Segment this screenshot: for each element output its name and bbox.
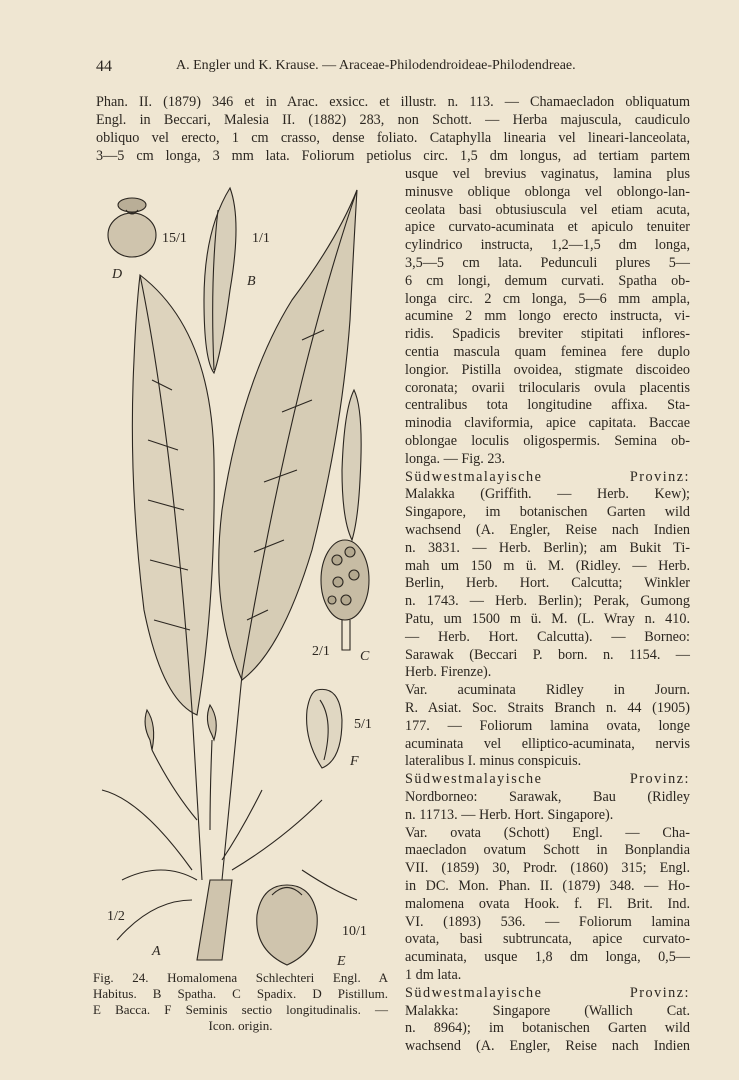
- caption-line: E Bacca. F Seminis sectio longitudinalis. —: [93, 1002, 388, 1017]
- text-line: Patu, um 1500 m ü. M. (L. Wray n. 410.: [405, 611, 690, 627]
- text-line: Singapore, im botanischen Garten wild: [405, 504, 690, 521]
- text-line: mah um 150 m ü. M. (Ridley. — Herb.: [405, 557, 690, 574]
- text-line: apice curvato-acuminata et apiculo tenuiter: [405, 219, 690, 236]
- label-e: E: [337, 954, 346, 969]
- text-line: minusve oblique oblonga vel oblongo-lan-: [405, 183, 690, 200]
- text-line: VII. (1859) 30, Prodr. (1860) 315; Engl.: [405, 860, 690, 877]
- text-line: coronata; ovarii trilocularis ovula placentis: [405, 379, 690, 396]
- text-line: ovata, basi subtruncata, apice curvato-: [405, 931, 690, 948]
- label-b: B: [247, 274, 256, 289]
- text-line: malomena ovata Hook. f. Fl. Brit. Ind.: [405, 895, 690, 912]
- text-line: Südwestmalayische Provinz:: [405, 984, 690, 1001]
- seed-section-drawing: [307, 689, 342, 768]
- text-line: acumine 2 mm longo erecto instructa, vi-: [405, 308, 690, 325]
- text-line: 3,5—5 cm lata. Pedunculi plures 5—: [405, 255, 690, 271]
- text-line: wachsend (A. Engler, Reise nach Indien: [405, 522, 690, 538]
- text-line: centia mascula quam feminea fere duplo: [405, 344, 690, 360]
- text-line: lateralibus I. minus conspicuis.: [405, 753, 582, 770]
- caption-line: Habitus. B Spatha. C Spadix. D Pistillum.: [93, 986, 388, 1001]
- text-line: 3—5 cm longa, 3 mm lata. Foliorum petiolus circ. 1,5 dm longus, ad tertiam partem: [96, 148, 690, 164]
- text-line: longa. — Fig. 23.: [405, 450, 506, 467]
- text-line: acuminata, usque 1,8 dm longa, 0,5—: [405, 949, 690, 966]
- text-line: Phan. II. (1879) 346 et in Arac. exsicc. et illustr. n. 113. — Chamaecladon obliquatum: [96, 94, 690, 110]
- text-line: maecladon ovatum Schott in Bonplandia: [405, 842, 690, 859]
- text-line: Malakka (Griffith. — Herb. Kew);: [405, 486, 690, 503]
- text-line: Var. ovata (Schott) Engl. — Cha-: [405, 824, 690, 841]
- text-line: R. Asiat. Soc. Straits Branch n. 44 (1905): [405, 700, 690, 716]
- text-line: usque vel brevius vaginatus, lamina plus: [405, 166, 690, 182]
- caption-line: Icon. origin.: [208, 1018, 273, 1033]
- scale-d: 15/1: [162, 231, 187, 246]
- caption-line: Fig. 24. Homalomena Schlechteri Engl. A: [93, 970, 388, 985]
- label-c: C: [360, 649, 370, 664]
- text-line: n. 11713. — Herb. Hort. Singapore).: [405, 806, 614, 823]
- text-line: — Herb. Hort. Calcutta). — Borneo:: [405, 628, 690, 645]
- label-d: D: [112, 267, 123, 282]
- text-line: minodia claviformia, apice capitata. Baccae: [405, 415, 690, 432]
- label-f: F: [350, 754, 359, 769]
- text-line: wachsend (A. Engler, Reise nach Indien: [405, 1038, 690, 1055]
- text-line: n. 3831. — Herb. Berlin); am Bukit Ti-: [405, 539, 690, 556]
- bacca-drawing: [257, 885, 318, 965]
- spatha-drawing: [204, 188, 236, 373]
- text-line: in DC. Mon. Phan. II. (1879) 348. — Ho-: [405, 878, 690, 894]
- text-line: 177. — Foliorum lamina ovata, longe: [405, 717, 690, 734]
- leaf-left-drawing: [132, 275, 214, 715]
- scale-e: 10/1: [342, 924, 367, 939]
- text-line: ridis. Spadicis breviter stipitati inflores-: [405, 326, 690, 343]
- text-line: Malakka: Singapore (Wallich Cat.: [405, 1002, 690, 1019]
- text-line: Var. acuminata Ridley in Journ.: [405, 682, 690, 699]
- text-line: longior. Pistilla ovoidea, stigmate discoideo: [405, 361, 690, 378]
- text-line: Sarawak (Beccari P. born. n. 1154. —: [405, 646, 690, 663]
- text-line: Herb. Firenze).: [405, 664, 492, 681]
- text-line: VI. (1893) 536. — Foliorum lamina: [405, 913, 690, 930]
- page-header: [96, 58, 690, 80]
- text-line: Südwestmalayische Provinz:: [405, 771, 690, 788]
- scale-f: 5/1: [354, 717, 372, 732]
- text-line: longa circ. 2 cm longa, 5—6 mm ampla,: [405, 290, 690, 307]
- text-line: cylindrico instructa, 1,2—1,5 dm longa,: [405, 237, 690, 254]
- text-line: Nordborneo: Sarawak, Bau (Ridley: [405, 789, 690, 805]
- text-line: 6 cm longi, demum curvati. Spatha ob-: [405, 272, 690, 289]
- text-line: n. 1743. — Herb. Berlin); Perak, Gumong: [405, 593, 690, 610]
- text-line: Südwestmalayische Provinz:: [405, 468, 690, 485]
- text-line: oblongae loculis oligospermis. Semina ob-: [405, 433, 690, 449]
- scale-c: 2/1: [312, 644, 330, 659]
- text-line: centralibus tota longitudine affixa. Sta-: [405, 397, 690, 414]
- scale-b: 1/1: [252, 231, 270, 246]
- text-line: n. 8964); im botanischen Garten wild: [405, 1020, 690, 1037]
- botanical-illustration: [92, 180, 392, 970]
- text-line: Berlin, Herb. Hort. Calcutta; Winkler: [405, 575, 690, 592]
- pistillum-drawing: [108, 198, 156, 257]
- text-line: ceolata basi obtusiuscula vel etiam acuta,: [405, 201, 690, 218]
- text-line: 1 dm lata.: [405, 967, 462, 983]
- scale-a: 1/2: [107, 909, 125, 924]
- text-line: obliquo vel erecto, 1 cm crasso, dense foliato. Cataphylla linearia vel lineari-lanceolata,: [96, 130, 690, 146]
- running-title: A. Engler und K. Krause. — Araceae-Philodendroideae-Philodendreae.: [176, 58, 576, 73]
- text-line: acuminata vel elliptico-acuminata, nervis: [405, 735, 690, 752]
- text-line: Engl. in Beccari, Malesia II. (1882) 283, non Schott. — Herba majuscula, caudiculo: [96, 112, 690, 128]
- label-a: A: [152, 944, 161, 959]
- page-number: 44: [96, 58, 112, 75]
